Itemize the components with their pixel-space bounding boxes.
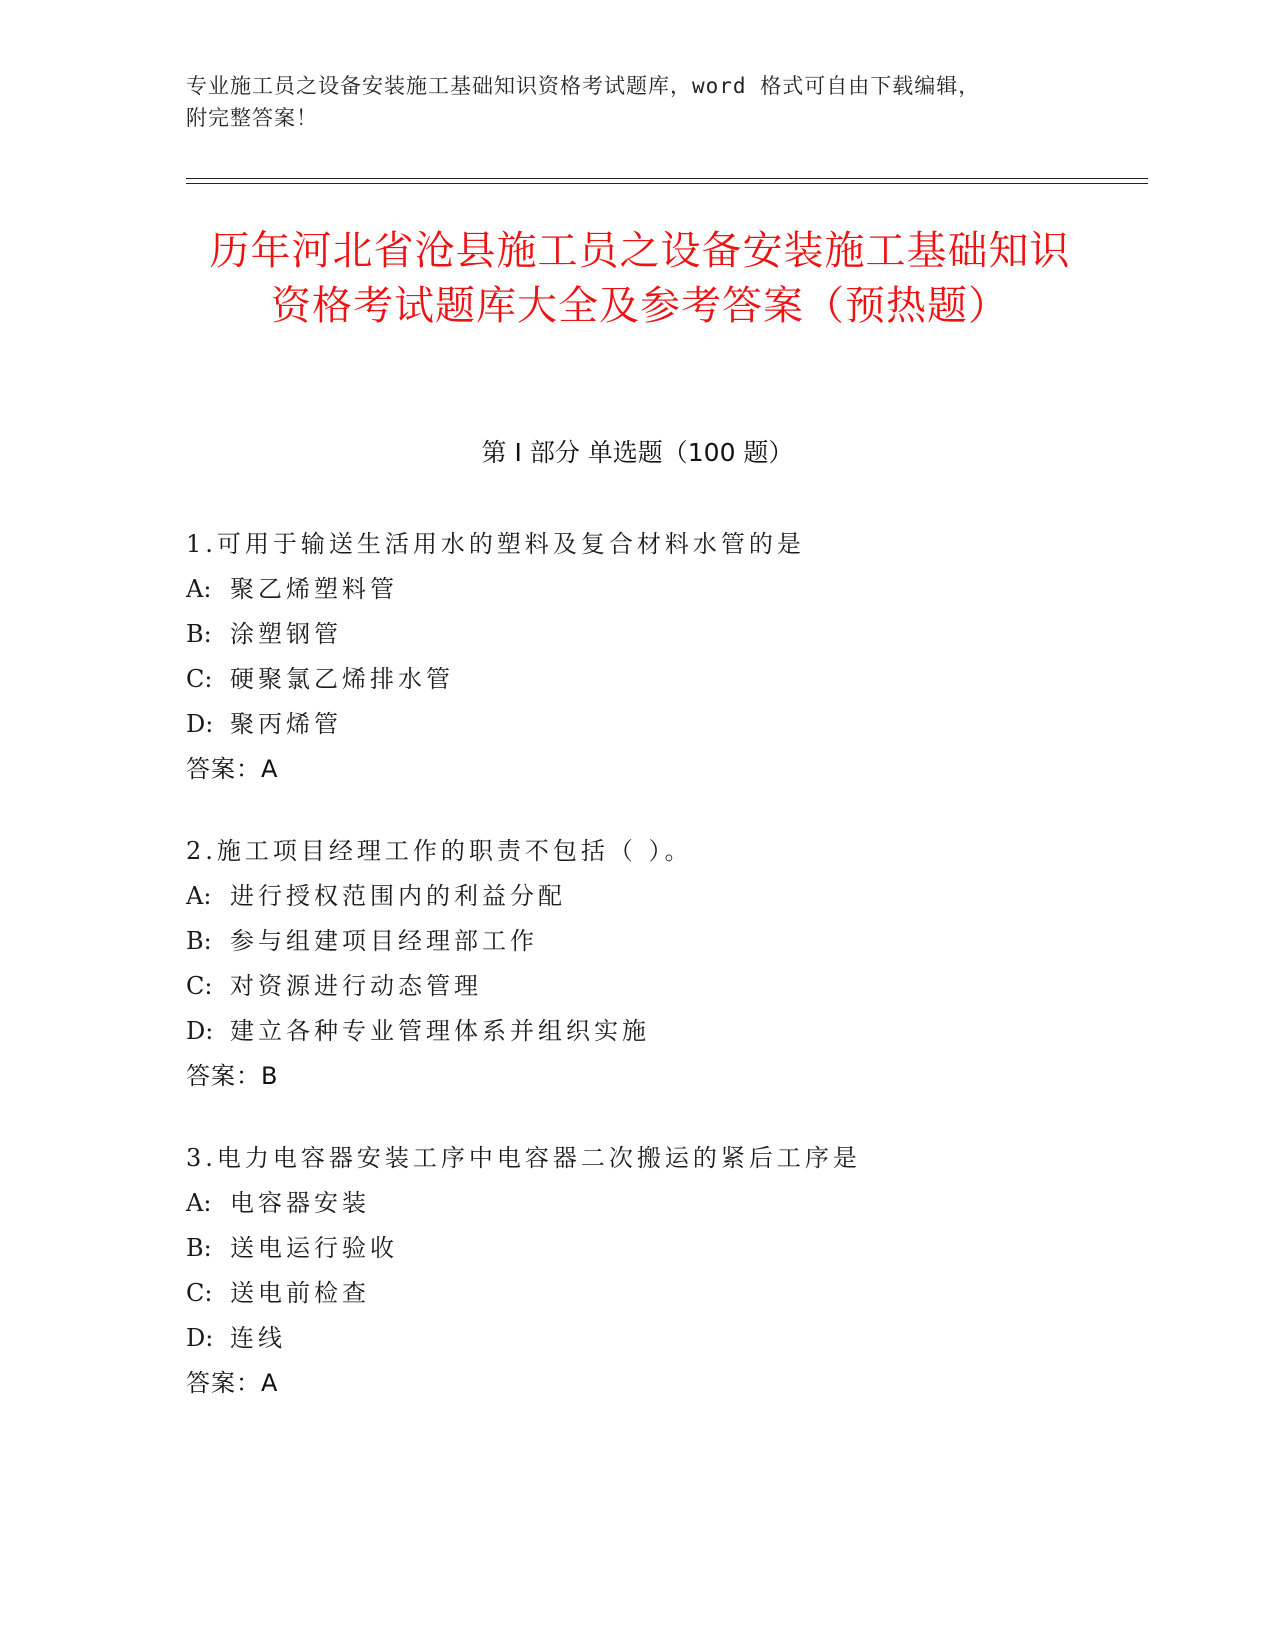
answer-value: A: [261, 1369, 279, 1397]
option-key: B:: [186, 927, 212, 955]
option-c: [186, 657, 1126, 702]
document-title: 历年河北省沧县施工员之设备安装施工基础知识资格考试题库大全及参考答案（预热题）: [209, 228, 1071, 329]
option-key: B:: [186, 620, 212, 648]
option-a: [186, 567, 1126, 612]
option-text: 聚丙烯管: [230, 710, 342, 738]
answer-label: 答案：: [186, 1062, 261, 1090]
option-text: 送电前检查: [230, 1279, 370, 1307]
question-stem: 2.施工项目经理工作的职责不包括（ ）。: [186, 837, 693, 865]
option-c: [186, 1271, 1126, 1316]
answer-line: [186, 1054, 1126, 1099]
answer-label: 答案：: [186, 1369, 261, 1397]
answer-value: A: [261, 755, 279, 783]
question-list: [186, 522, 1126, 1443]
option-key: D:: [186, 1324, 214, 1352]
option-text: 涂塑钢管: [230, 620, 342, 648]
option-text: 连线: [230, 1324, 286, 1352]
question-stem: 3.电力电容器安装工序中电容器二次搬运的紧后工序是: [186, 1144, 861, 1172]
option-text: 建立各种专业管理体系并组织实施: [230, 1017, 650, 1045]
option-a: [186, 874, 1126, 919]
header-divider-bottom: [186, 183, 1148, 184]
answer-line: [186, 1361, 1126, 1406]
option-key: C:: [186, 1279, 213, 1307]
option-key: C:: [186, 665, 213, 693]
option-c: [186, 964, 1126, 1009]
option-key: A:: [186, 882, 212, 910]
option-d: [186, 1009, 1126, 1054]
option-text: 电容器安装: [230, 1189, 370, 1217]
option-b: [186, 1226, 1126, 1271]
option-d: [186, 702, 1126, 747]
option-b: [186, 919, 1126, 964]
question-item: [186, 829, 1126, 1099]
option-key: C:: [186, 972, 213, 1000]
answer-label: 答案：: [186, 755, 261, 783]
answer-line: [186, 747, 1126, 792]
header-note: [186, 70, 1086, 134]
option-key: B:: [186, 1234, 212, 1262]
question-item: [186, 1136, 1126, 1406]
option-text: 聚乙烯塑料管: [230, 575, 398, 603]
option-text: 参与组建项目经理部工作: [230, 927, 538, 955]
option-text: 送电运行验收: [230, 1234, 398, 1262]
answer-value: B: [261, 1062, 279, 1090]
option-a: [186, 1181, 1126, 1226]
option-key: D:: [186, 710, 214, 738]
section-heading: 第 I 部分 单选题（100 题）: [481, 438, 794, 467]
option-key: A:: [186, 1189, 212, 1217]
option-b: [186, 612, 1126, 657]
option-text: 进行授权范围内的利益分配: [230, 882, 566, 910]
option-key: D:: [186, 1017, 214, 1045]
option-text: 对资源进行动态管理: [230, 972, 482, 1000]
header-note-line-2: 附完整答案！: [186, 106, 318, 130]
question-item: [186, 522, 1126, 792]
header-divider-top: [186, 178, 1148, 179]
option-text: 硬聚氯乙烯排水管: [230, 665, 454, 693]
option-d: [186, 1316, 1126, 1361]
header-note-line-1: 专业施工员之设备安装施工基础知识资格考试题库，word 格式可自由下载编辑，: [186, 74, 981, 98]
option-key: A:: [186, 575, 212, 603]
question-stem: 1.可用于输送生活用水的塑料及复合材料水管的是: [186, 530, 805, 558]
